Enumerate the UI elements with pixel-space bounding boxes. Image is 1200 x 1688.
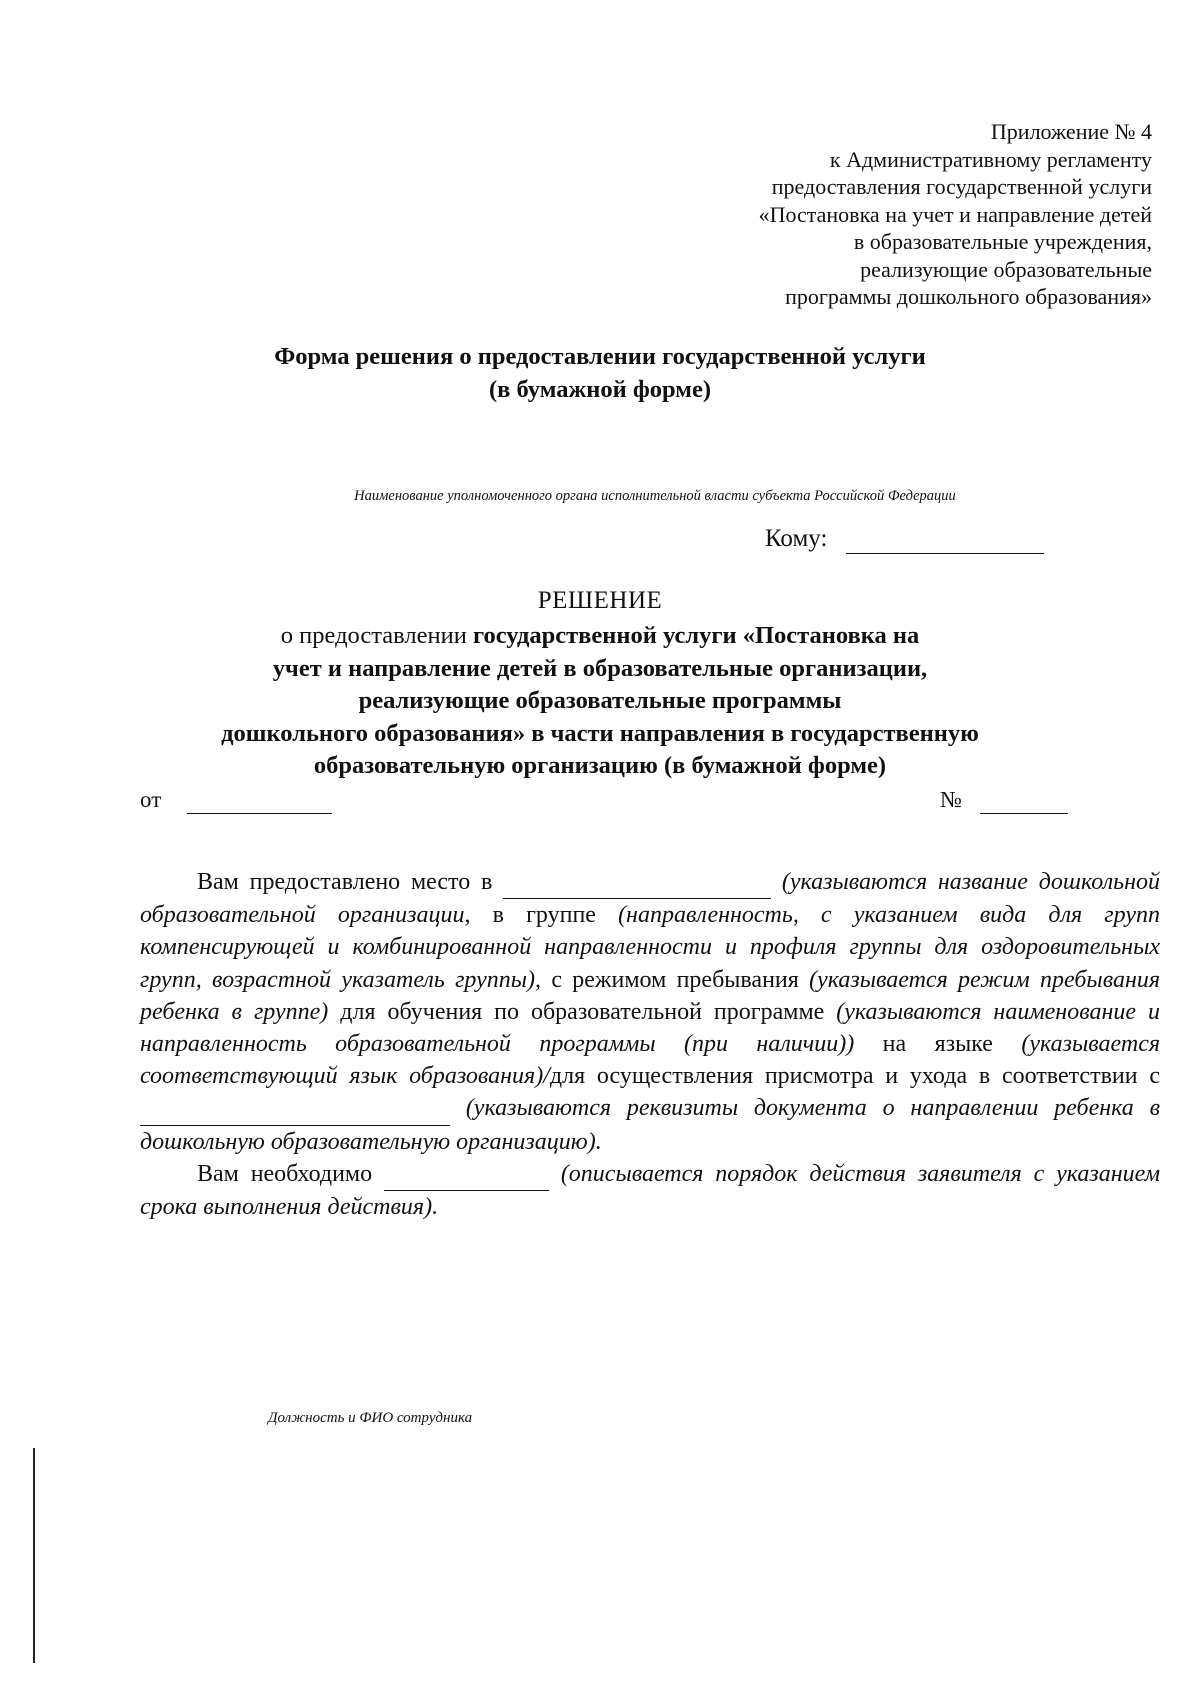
date-blank (187, 787, 332, 814)
body-hint: (указывается соответствующий язык образования)/ (140, 1031, 1161, 1090)
recipient-blank (846, 525, 1044, 554)
number-label: № (940, 787, 962, 812)
body-hint: (указываются наименование и направленность образовательной программы (при наличии)) (140, 998, 1160, 1058)
recipient-label: Кому: (765, 525, 828, 552)
action-blank (384, 1158, 549, 1191)
appendix-line: предоставления государственной услуги (771, 174, 1152, 199)
body-text-run: для осуществления присмотра и ухода в соответствии с (549, 1063, 1161, 1090)
body-hint: (указываются название дошкольной образовательной организации, (140, 869, 1160, 929)
body-hint: (направленность, с указанием вида для групп компенсирующей и комбинированной направленности и профиля группы для оздоровительных групп, возрастной указатель группы), (140, 902, 1161, 993)
decision-subtitle-line: дошкольного образования» в части направления в государственную (221, 719, 979, 747)
form-title-line: Форма решения о предоставлении государственной услуги (274, 343, 926, 370)
body-text-run: Вам необходимо (197, 1160, 384, 1187)
number-field (940, 787, 1068, 814)
body-text-run: в группе (470, 902, 619, 929)
form-title (0, 340, 1200, 406)
body-hint: (указывается режим пребывания ребенка в группе) (140, 966, 1161, 1025)
body-text-run: с режимом пребывания (541, 966, 810, 993)
institution-blank (503, 866, 771, 899)
appendix-line: «Постановка на учет и направление детей (758, 201, 1152, 227)
appendix-line: к Административному регламенту (829, 146, 1152, 172)
document-blank (140, 1092, 450, 1125)
authority-caption: Наименование уполномоченного органа исполнительной власти субъекта Российской Федерации (354, 488, 956, 504)
decision-subtitle-line: реализующие образовательные программы (358, 687, 842, 714)
decision-subtitle (0, 620, 1200, 783)
decision-heading: РЕШЕНИЕ (537, 587, 663, 614)
appendix-line: Приложение № 4 (990, 119, 1152, 144)
appendix-line: реализующие образовательные (860, 256, 1152, 282)
appendix-block (759, 118, 1152, 311)
body-paragraph (140, 866, 1160, 1158)
recipient-line (765, 525, 1044, 554)
date-label: от (140, 787, 162, 812)
decision-subtitle-line: учет и направление детей в образовательные организации, (272, 654, 928, 682)
signature-caption: Должность и ФИО сотрудника (268, 1410, 473, 1426)
form-title-line: (в бумажной форме) (488, 376, 712, 403)
body-text-run: на языке (854, 1031, 1022, 1058)
body-hint: (указываются реквизиты документа о направлении ребенка в дошкольную образовательную организацию). (140, 1095, 1160, 1155)
decision-subtitle-plain: о предоставлении (280, 622, 473, 649)
decision-body (140, 866, 1160, 1223)
decision-subtitle-line (0, 620, 1200, 653)
number-blank (980, 787, 1068, 814)
body-text-run: Вам предоставлено место в (197, 869, 504, 895)
scan-margin-line (33, 1448, 35, 1663)
date-field (140, 787, 332, 814)
body-paragraph (140, 1158, 1160, 1223)
appendix-line: в образовательные учреждения, (853, 229, 1152, 254)
body-hint: (описывается порядок действия заявителя с указанием срока выполнения действия). (140, 1160, 1161, 1221)
decision-subtitle-line: образовательную организацию (в бумажной форме) (313, 752, 887, 779)
decision-subtitle-bold: государственной услуги «Постановка на (472, 622, 920, 649)
body-text-run: для обучения по образовательной программе (328, 998, 837, 1025)
appendix-line: программы дошкольного образования» (785, 284, 1152, 309)
